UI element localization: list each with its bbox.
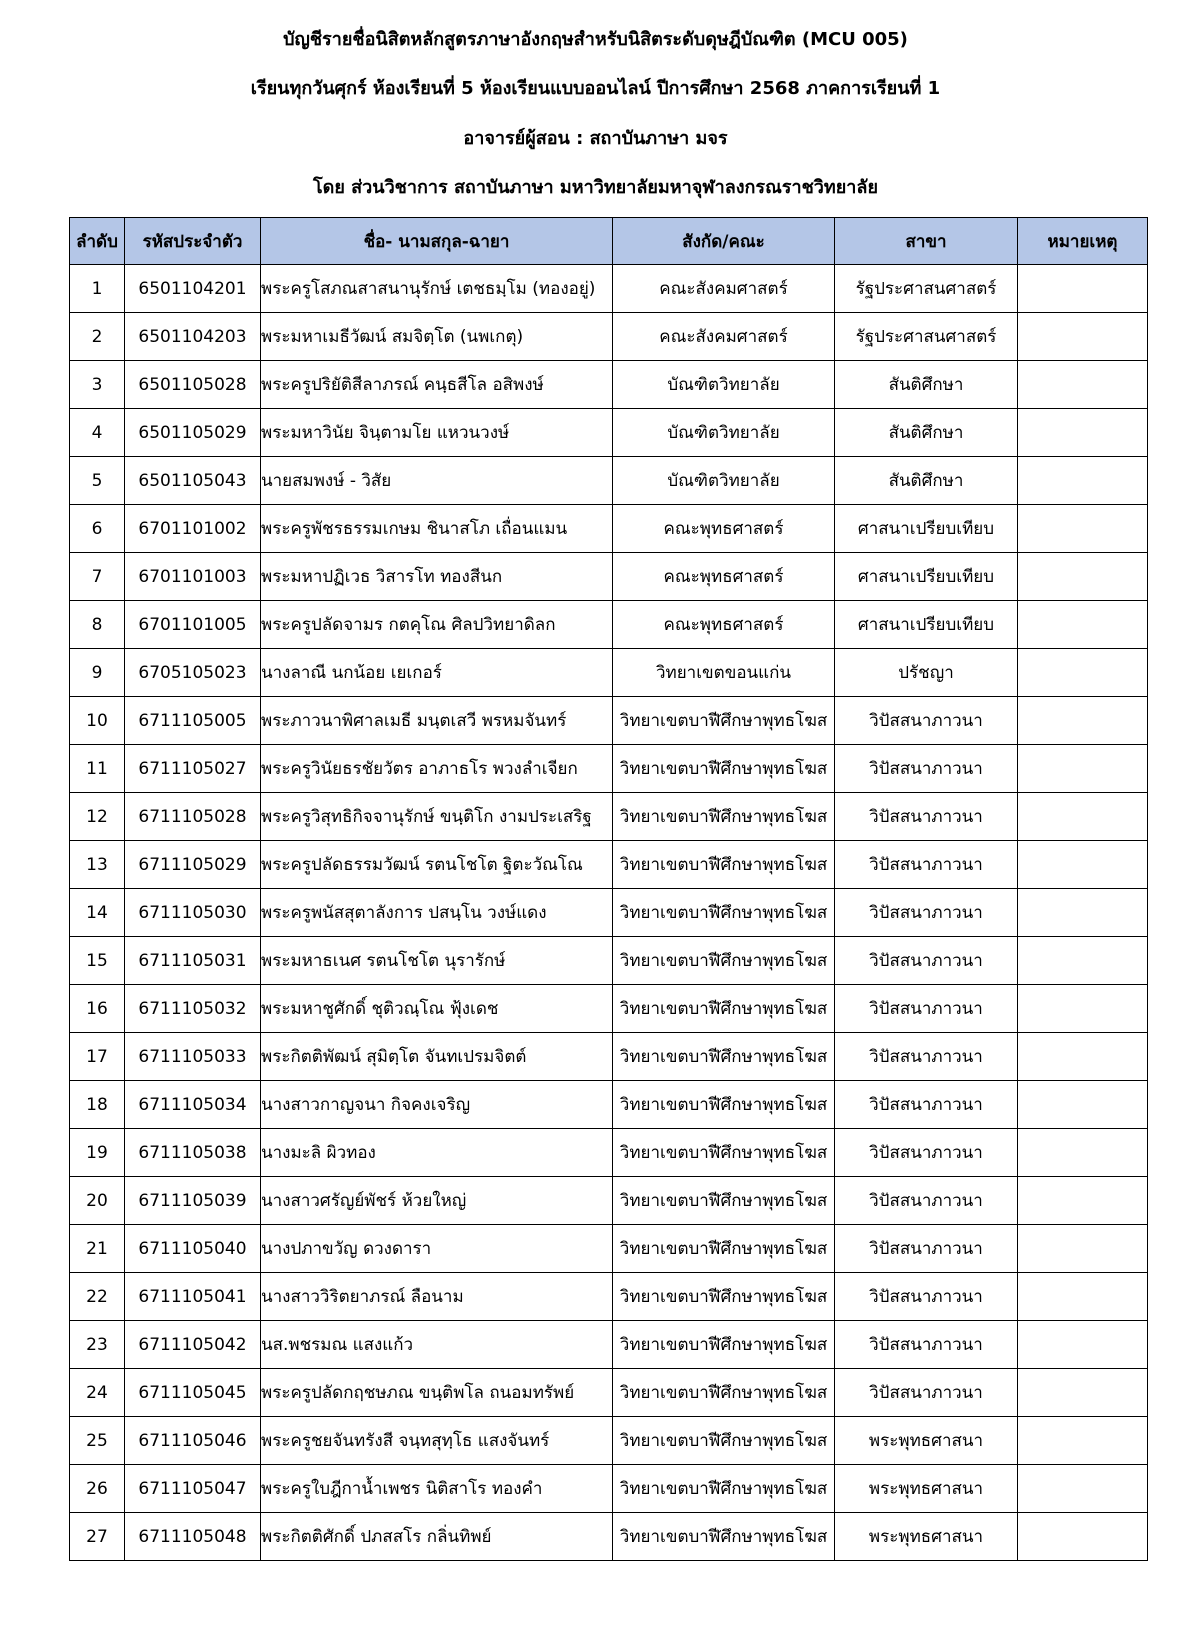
column-header-major: สาขา xyxy=(835,218,1018,265)
cell-remark xyxy=(1018,409,1148,457)
organizer-line: โดย ส่วนวิชาการ สถาบันภาษา มหาวิทยาลัยมหาจุฬาลงกรณราชวิทยาลัย xyxy=(313,177,878,198)
table-row xyxy=(70,361,1148,409)
cell-student-name: พระครูชยจันทรังสี จนฺทสุทฺโธ แสงจันทร์ xyxy=(261,1417,613,1465)
table-header xyxy=(70,218,1148,265)
cell-major: ศาสนาเปรียบเทียบ xyxy=(835,505,1018,553)
column-header-no: ลำดับ xyxy=(70,218,125,265)
cell-remark xyxy=(1018,361,1148,409)
cell-remark xyxy=(1018,457,1148,505)
table-row xyxy=(70,889,1148,937)
cell-major: วิปัสสนาภาวนา xyxy=(835,1321,1018,1369)
cell-faculty: วิทยาเขตบาฬีศึกษาพุทธโฆส xyxy=(613,1033,835,1081)
cell-major: วิปัสสนาภาวนา xyxy=(835,1081,1018,1129)
cell-row-number: 9 xyxy=(70,649,125,697)
cell-row-number: 3 xyxy=(70,361,125,409)
cell-remark xyxy=(1018,841,1148,889)
cell-student-id: 6501105028 xyxy=(125,361,261,409)
table-row xyxy=(70,745,1148,793)
cell-faculty: วิทยาเขตบาฬีศึกษาพุทธโฆส xyxy=(613,793,835,841)
cell-student-id: 6711105005 xyxy=(125,697,261,745)
table-row xyxy=(70,265,1148,313)
table-row xyxy=(70,1417,1148,1465)
cell-student-id: 6701101003 xyxy=(125,553,261,601)
cell-faculty: วิทยาเขตบาฬีศึกษาพุทธโฆส xyxy=(613,841,835,889)
column-header-student-id: รหัสประจำตัว xyxy=(125,218,261,265)
cell-student-id: 6711105045 xyxy=(125,1369,261,1417)
table-row xyxy=(70,1465,1148,1513)
cell-remark xyxy=(1018,1129,1148,1177)
cell-student-id: 6711105038 xyxy=(125,1129,261,1177)
cell-remark xyxy=(1018,649,1148,697)
table-row xyxy=(70,313,1148,361)
cell-student-id: 6711105040 xyxy=(125,1225,261,1273)
cell-row-number: 21 xyxy=(70,1225,125,1273)
cell-student-name: พระมหาชูศักดิ์ ชุติวณฺโณ ฟุ้งเดช xyxy=(261,985,613,1033)
cell-student-name: พระครูปริยัติสีลาภรณ์ คนฺธสีโล อสิพงษ์ xyxy=(261,361,613,409)
cell-remark xyxy=(1018,889,1148,937)
cell-student-id: 6711105047 xyxy=(125,1465,261,1513)
column-header-faculty: สังกัด/คณะ xyxy=(613,218,835,265)
cell-student-id: 6711105039 xyxy=(125,1177,261,1225)
cell-remark xyxy=(1018,1177,1148,1225)
table-row xyxy=(70,1321,1148,1369)
cell-row-number: 8 xyxy=(70,601,125,649)
table-row xyxy=(70,793,1148,841)
cell-row-number: 1 xyxy=(70,265,125,313)
table-body xyxy=(70,265,1148,1561)
cell-row-number: 11 xyxy=(70,745,125,793)
cell-row-number: 2 xyxy=(70,313,125,361)
cell-major: ปรัชญา xyxy=(835,649,1018,697)
cell-row-number: 27 xyxy=(70,1513,125,1561)
cell-major: วิปัสสนาภาวนา xyxy=(835,1225,1018,1273)
cell-faculty: คณะพุทธศาสตร์ xyxy=(613,505,835,553)
cell-faculty: วิทยาเขตบาฬีศึกษาพุทธโฆส xyxy=(613,1369,835,1417)
cell-student-name: พระมหาเมธีวัฒน์ สมจิตฺโต (นพเกตุ) xyxy=(261,313,613,361)
cell-row-number: 4 xyxy=(70,409,125,457)
cell-major: พระพุทธศาสนา xyxy=(835,1465,1018,1513)
cell-remark xyxy=(1018,1321,1148,1369)
cell-row-number: 17 xyxy=(70,1033,125,1081)
cell-student-id: 6701101005 xyxy=(125,601,261,649)
cell-row-number: 6 xyxy=(70,505,125,553)
cell-row-number: 25 xyxy=(70,1417,125,1465)
cell-student-name: พระครูวินัยธรชัยวัตร อาภาธโร พวงลำเจียก xyxy=(261,745,613,793)
cell-student-name: นางสาววิริตยาภรณ์ ลือนาม xyxy=(261,1273,613,1321)
cell-faculty: วิทยาเขตบาฬีศึกษาพุทธโฆส xyxy=(613,1417,835,1465)
cell-major: วิปัสสนาภาวนา xyxy=(835,841,1018,889)
cell-faculty: บัณฑิตวิทยาลัย xyxy=(613,457,835,505)
cell-major: วิปัสสนาภาวนา xyxy=(835,985,1018,1033)
cell-student-id: 6711105029 xyxy=(125,841,261,889)
cell-student-id: 6711105034 xyxy=(125,1081,261,1129)
cell-faculty: คณะพุทธศาสตร์ xyxy=(613,601,835,649)
cell-row-number: 20 xyxy=(70,1177,125,1225)
cell-remark xyxy=(1018,937,1148,985)
cell-major: สันติศึกษา xyxy=(835,409,1018,457)
instructor-line: อาจารย์ผู้สอน : สถาบันภาษา มจร xyxy=(463,128,728,149)
table-row xyxy=(70,1225,1148,1273)
cell-major: วิปัสสนาภาวนา xyxy=(835,1369,1018,1417)
cell-student-name: พระครูใบฎีกาน้ำเพชร นิติสาโร ทองคำ xyxy=(261,1465,613,1513)
cell-remark xyxy=(1018,505,1148,553)
cell-row-number: 14 xyxy=(70,889,125,937)
cell-faculty: วิทยาเขตบาฬีศึกษาพุทธโฆส xyxy=(613,1321,835,1369)
cell-major: วิปัสสนาภาวนา xyxy=(835,937,1018,985)
cell-student-name: นางลาณี นกน้อย เยเกอร์ xyxy=(261,649,613,697)
cell-row-number: 12 xyxy=(70,793,125,841)
cell-student-name: พระกิตติศักดิ์ ปภสสโร กลิ่นทิพย์ xyxy=(261,1513,613,1561)
cell-row-number: 26 xyxy=(70,1465,125,1513)
cell-student-id: 6501104201 xyxy=(125,265,261,313)
cell-faculty: บัณฑิตวิทยาลัย xyxy=(613,361,835,409)
cell-student-id: 6705105023 xyxy=(125,649,261,697)
cell-remark xyxy=(1018,1369,1148,1417)
cell-major: วิปัสสนาภาวนา xyxy=(835,1177,1018,1225)
cell-student-name: พระครูพนัสสุตาลังการ ปสนฺโน วงษ์แดง xyxy=(261,889,613,937)
cell-student-name: พระครูปลัดธรรมวัฒน์ รตนโชโต ฐิตะวัณโณ xyxy=(261,841,613,889)
cell-student-name: พระมหาปฏิเวธ วิสารโท ทองสีนก xyxy=(261,553,613,601)
cell-student-id: 6501105043 xyxy=(125,457,261,505)
cell-remark xyxy=(1018,553,1148,601)
table-row xyxy=(70,457,1148,505)
cell-row-number: 19 xyxy=(70,1129,125,1177)
cell-row-number: 7 xyxy=(70,553,125,601)
cell-faculty: วิทยาเขตบาฬีศึกษาพุทธโฆส xyxy=(613,937,835,985)
cell-remark xyxy=(1018,1033,1148,1081)
table-row xyxy=(70,937,1148,985)
cell-student-id: 6701101002 xyxy=(125,505,261,553)
cell-remark xyxy=(1018,985,1148,1033)
table-row xyxy=(70,409,1148,457)
table-row xyxy=(70,841,1148,889)
cell-row-number: 22 xyxy=(70,1273,125,1321)
cell-remark xyxy=(1018,313,1148,361)
cell-major: วิปัสสนาภาวนา xyxy=(835,697,1018,745)
table-row xyxy=(70,1177,1148,1225)
cell-faculty: วิทยาเขตบาฬีศึกษาพุทธโฆส xyxy=(613,889,835,937)
table-row xyxy=(70,1369,1148,1417)
cell-row-number: 13 xyxy=(70,841,125,889)
cell-student-id: 6711105048 xyxy=(125,1513,261,1561)
cell-major: วิปัสสนาภาวนา xyxy=(835,889,1018,937)
cell-student-id: 6711105028 xyxy=(125,793,261,841)
cell-faculty: วิทยาเขตบาฬีศึกษาพุทธโฆส xyxy=(613,1129,835,1177)
cell-remark xyxy=(1018,601,1148,649)
cell-faculty: บัณฑิตวิทยาลัย xyxy=(613,409,835,457)
cell-faculty: วิทยาเขตขอนแก่น xyxy=(613,649,835,697)
cell-major: วิปัสสนาภาวนา xyxy=(835,1033,1018,1081)
document-title: บัญชีรายชื่อนิสิตหลักสูตรภาษาอังกฤษสำหรับนิสิตระดับดุษฎีบัณฑิต (MCU 005) xyxy=(283,29,908,50)
table-row xyxy=(70,985,1148,1033)
cell-student-name: นส.พชรมณ แสงแก้ว xyxy=(261,1321,613,1369)
cell-major: รัฐประศาสนศาสตร์ xyxy=(835,313,1018,361)
cell-student-name: พระครูปลัดจามร กตคุโณ ศิลปวิทยาดิลก xyxy=(261,601,613,649)
cell-major: วิปัสสนาภาวนา xyxy=(835,745,1018,793)
cell-student-name: พระครูปลัดกฤชษภณ ขนฺติพโล ถนอมทรัพย์ xyxy=(261,1369,613,1417)
header-row xyxy=(70,218,1148,265)
cell-student-id: 6711105046 xyxy=(125,1417,261,1465)
cell-faculty: วิทยาเขตบาฬีศึกษาพุทธโฆส xyxy=(613,745,835,793)
cell-faculty: วิทยาเขตบาฬีศึกษาพุทธโฆส xyxy=(613,1465,835,1513)
cell-row-number: 16 xyxy=(70,985,125,1033)
table-row xyxy=(70,1273,1148,1321)
cell-student-id: 6711105041 xyxy=(125,1273,261,1321)
cell-student-name: พระกิตติพัฒน์ สุมิตฺโต จันทเปรมจิตต์ xyxy=(261,1033,613,1081)
cell-row-number: 18 xyxy=(70,1081,125,1129)
cell-remark xyxy=(1018,697,1148,745)
cell-faculty: วิทยาเขตบาฬีศึกษาพุทธโฆส xyxy=(613,1513,835,1561)
cell-student-name: นางสาวศรัญย์พัชร์ ห้วยใหญ่ xyxy=(261,1177,613,1225)
cell-major: ศาสนาเปรียบเทียบ xyxy=(835,553,1018,601)
table-row xyxy=(70,1033,1148,1081)
cell-major: พระพุทธศาสนา xyxy=(835,1417,1018,1465)
table-row xyxy=(70,553,1148,601)
cell-row-number: 5 xyxy=(70,457,125,505)
cell-major: วิปัสสนาภาวนา xyxy=(835,1273,1018,1321)
cell-major: สันติศึกษา xyxy=(835,361,1018,409)
cell-student-id: 6711105033 xyxy=(125,1033,261,1081)
cell-remark xyxy=(1018,1465,1148,1513)
cell-student-name: พระมหาธเนศ รตนโชโต นุรารักษ์ xyxy=(261,937,613,985)
cell-student-id: 6711105042 xyxy=(125,1321,261,1369)
cell-faculty: คณะพุทธศาสตร์ xyxy=(613,553,835,601)
cell-major: พระพุทธศาสนา xyxy=(835,1513,1018,1561)
cell-student-name: นายสมพงษ์ - วิสัย xyxy=(261,457,613,505)
cell-remark xyxy=(1018,1417,1148,1465)
cell-remark xyxy=(1018,745,1148,793)
cell-student-id: 6711105027 xyxy=(125,745,261,793)
cell-faculty: วิทยาเขตบาฬีศึกษาพุทธโฆส xyxy=(613,1273,835,1321)
cell-student-id: 6711105030 xyxy=(125,889,261,937)
cell-student-name: พระครูวิสุทธิกิจจานุรักษ์ ขนฺติโก งามประเสริฐ xyxy=(261,793,613,841)
cell-remark xyxy=(1018,1081,1148,1129)
cell-faculty: คณะสังคมศาสตร์ xyxy=(613,265,835,313)
cell-remark xyxy=(1018,265,1148,313)
cell-student-name: พระครูโสภณสาสนานุรักษ์ เตชธมฺโม (ทองอยู่) xyxy=(261,265,613,313)
cell-remark xyxy=(1018,1513,1148,1561)
cell-faculty: วิทยาเขตบาฬีศึกษาพุทธโฆส xyxy=(613,1177,835,1225)
cell-faculty: วิทยาเขตบาฬีศึกษาพุทธโฆส xyxy=(613,1225,835,1273)
cell-major: วิปัสสนาภาวนา xyxy=(835,793,1018,841)
table-row xyxy=(70,697,1148,745)
class-schedule-line: เรียนทุกวันศุกร์ ห้องเรียนที่ 5 ห้องเรียนแบบออนไลน์ ปีการศึกษา 2568 ภาคการเรียนที่ 1 xyxy=(250,78,941,99)
cell-major: วิปัสสนาภาวนา xyxy=(835,1129,1018,1177)
table-row xyxy=(70,1129,1148,1177)
cell-student-name: พระมหาวินัย จินฺตามโย แหวนวงษ์ xyxy=(261,409,613,457)
cell-remark xyxy=(1018,793,1148,841)
column-header-name: ชื่อ- นามสกุล-ฉายา xyxy=(261,218,613,265)
cell-major: สันติศึกษา xyxy=(835,457,1018,505)
cell-student-name: นางมะลิ ผิวทอง xyxy=(261,1129,613,1177)
cell-faculty: วิทยาเขตบาฬีศึกษาพุทธโฆส xyxy=(613,1081,835,1129)
student-roster-table xyxy=(69,217,1148,1561)
cell-student-id: 6501105029 xyxy=(125,409,261,457)
cell-major: รัฐประศาสนศาสตร์ xyxy=(835,265,1018,313)
table-row xyxy=(70,601,1148,649)
cell-student-name: นางปภาขวัญ ดวงดารา xyxy=(261,1225,613,1273)
cell-student-id: 6711105031 xyxy=(125,937,261,985)
cell-row-number: 10 xyxy=(70,697,125,745)
table-row xyxy=(70,1081,1148,1129)
cell-major: ศาสนาเปรียบเทียบ xyxy=(835,601,1018,649)
cell-student-id: 6501104203 xyxy=(125,313,261,361)
cell-remark xyxy=(1018,1273,1148,1321)
cell-row-number: 23 xyxy=(70,1321,125,1369)
cell-faculty: คณะสังคมศาสตร์ xyxy=(613,313,835,361)
cell-row-number: 24 xyxy=(70,1369,125,1417)
cell-student-name: นางสาวกาญจนา กิจคงเจริญ xyxy=(261,1081,613,1129)
table-row xyxy=(70,1513,1148,1561)
cell-student-id: 6711105032 xyxy=(125,985,261,1033)
cell-faculty: วิทยาเขตบาฬีศึกษาพุทธโฆส xyxy=(613,985,835,1033)
cell-row-number: 15 xyxy=(70,937,125,985)
table-row xyxy=(70,649,1148,697)
cell-remark xyxy=(1018,1225,1148,1273)
cell-student-name: พระครูพัชรธรรมเกษม ชินาสโภ เถื่อนแมน xyxy=(261,505,613,553)
table-row xyxy=(70,505,1148,553)
cell-student-name: พระภาวนาพิศาลเมธี มนฺตเสวี พรหมจันทร์ xyxy=(261,697,613,745)
column-header-remark: หมายเหตุ xyxy=(1018,218,1148,265)
cell-faculty: วิทยาเขตบาฬีศึกษาพุทธโฆส xyxy=(613,697,835,745)
